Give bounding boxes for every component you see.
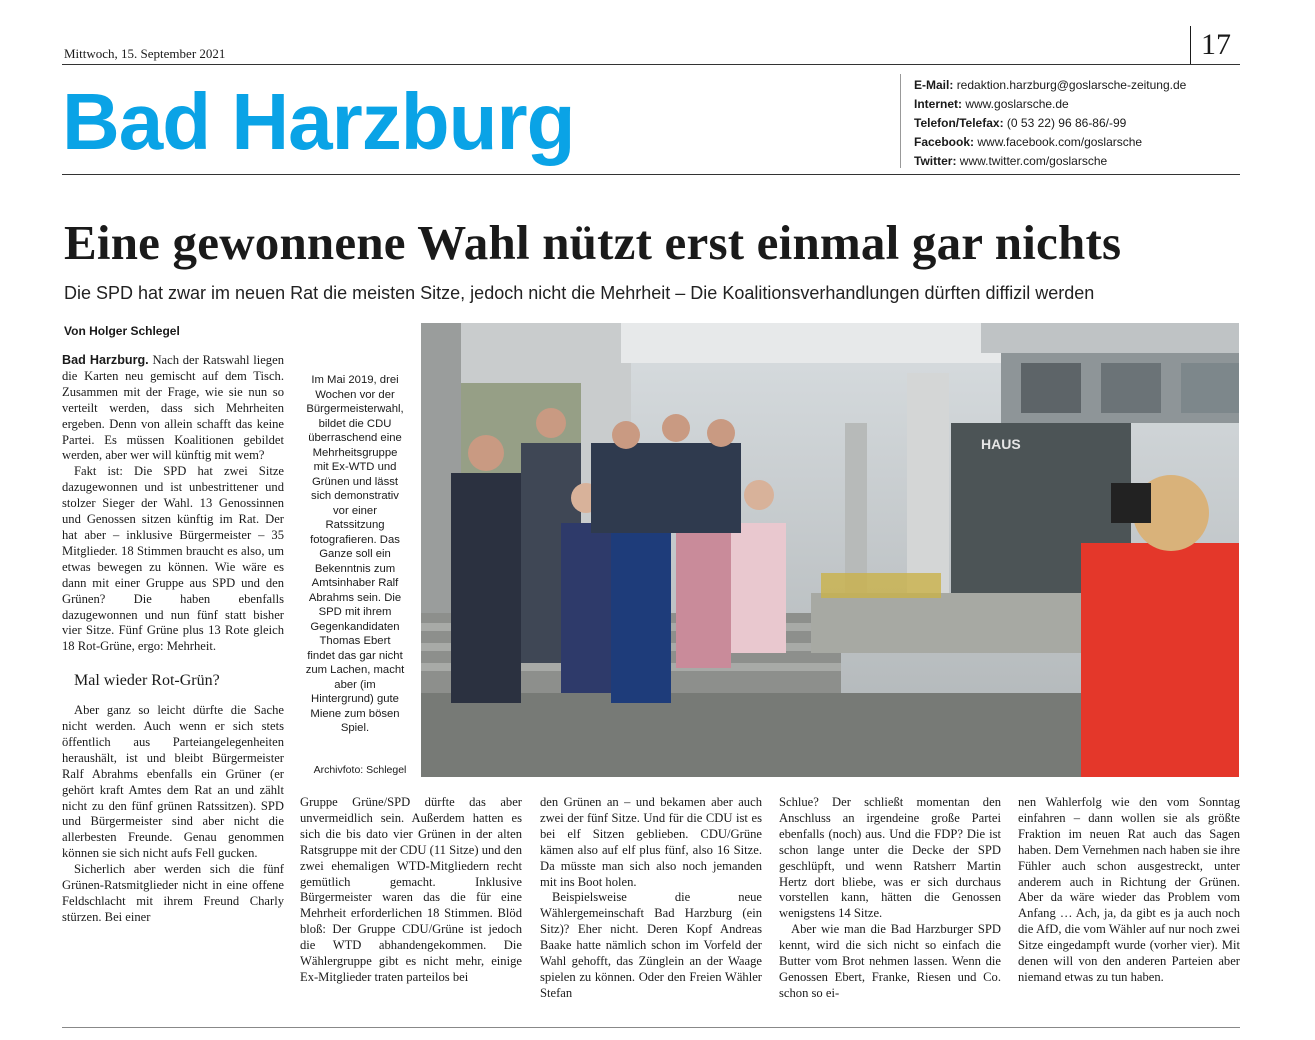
article-subheadline: Die SPD hat zwar im neuen Rat die meisten Sitze, jedoch nicht die Mehrheit – Die Koalitionsverhandlungen dürften diffizil werden [64,283,1095,303]
article-column-5 [1018,795,1240,986]
photo-caption: Im Mai 2019, drei Wochen vor der Bürgermeisterwahl, bildet die CDU überraschend eine Mehrheitsgruppe mit Ex-WTD und Grünen und lässt sich demonstrativ vor einer Ratssitzung fotografieren. Das Ganze soll ein Bekenntnis zum Amtsinhaber Ralf Abrahms sein. Die SPD mit ihrem Gegenkandidaten Thomas Ebert findet das gar nicht zum Lachen, macht aber (im Hintergrund) gute Miene zum bösen Spiel. [305,374,405,734]
contact-block [914,76,1234,171]
section-rule [62,174,1240,175]
contact-divider [900,74,901,168]
footer-rule [62,1027,1240,1028]
paragraph: nen Wahlerfolg wie den vom Sonntag einfahren – dann wollen sie als größte Fraktion im neuen Rat auch das Sagen haben. Dem Vernehmen nach haben sie ihre Fühler auch schon ausgestreckt, unter anderem auch in Richtung der Grünen. Aber da wäre wieder das Problem vom Anfang … Ach, ja, da gibt es ja auch noch die AfD, die vom Wähler auf nur noch zwei Sitze eingedampft wurde (vorher vier). Mit denen will von den anderen Parteien aber niemand etwas zu tun haben. [1018,795,1240,984]
paragraph: Gruppe Grüne/SPD dürfte das aber unvermeidlich sein. Außerdem hatten es sich die bis dato vier Grünen in der alten Ratsgruppe mit der CDU (11 Sitze) und den zwei ehemaligen WTD-Mitgliedern recht gemütlich gemacht. Inklusive Bürgermeister waren das die für eine Mehrheit erforderlichen 18 Stimmen. Blöd bloß: Der Gruppe CDU/Grüne ist jedoch die WTD abhandengekommen. Die Wählergruppe gibt es nicht mehr, einige Ex-Mitglieder traten parteilos bei [300,795,522,984]
paragraph: den Grünen an – und bekamen aber auch zwei der fünf Sitze. Und für die CDU ist es bei elf Sitzen geblieben. CDU/Grüne kämen also auf elf plus fünf, also 16 Sitze. Da müsste man sich also noch jemanden mit ins Boot holen. [540,795,762,889]
contact-facebook: Facebook: www.facebook.com/goslarsche [914,135,1143,149]
article-byline: Von Holger Schlegel [64,324,180,338]
article-column-2 [300,795,522,986]
page-number: 17 [1190,26,1241,64]
article-headline: Eine gewonnene Wahl nützt erst einmal gar nichts [64,215,1122,270]
issue-date: Mittwoch, 15. September 2021 [64,46,226,61]
article-column-4 [779,795,1001,1002]
header-rule [62,64,1240,65]
article-column-3 [540,795,762,1002]
article-photo [421,323,1239,777]
building-sign: HAUS [981,436,1021,452]
contact-phone-value: (0 53 22) 96 86-86/-99 [1006,116,1127,130]
contact-twitter: Twitter: www.twitter.com/goslarsche [914,154,1108,168]
dateline: Bad Harzburg. [62,353,149,367]
group-photo-illustration [421,323,1239,777]
contact-email: E-Mail: redaktion.harzburg@goslarsche-zeitung.de [914,78,1187,92]
paragraph: Aber ganz so leicht dürfte die Sache nicht werden. Auch wenn er sich stets öffentlich aus Parteiangelegenheiten heraushält, ist und bleibt Bürgermeister Ralf Abrahms ebenfalls ein Grüner (er gehört kraft Amtes dem Rat an und zählt nicht zu den fünf grünen Ratssitzen). SPD und Bürgermeister sind aber nicht die allerbesten Freunde. Genau genommen können sie sich nicht aufs Fell gucken. [62,703,284,861]
contact-internet: Internet: www.goslarsche.de [914,97,1069,111]
contact-twitter-value[interactable]: www.twitter.com/goslarsche [959,154,1108,168]
contact-email-value[interactable]: redaktion.harzburg@goslarsche-zeitung.de [956,78,1187,92]
article-subhead: Mal wieder Rot-Grün? [74,672,220,690]
contact-facebook-value[interactable]: www.facebook.com/goslarsche [977,135,1143,149]
paragraph: Beispielsweise die neue Wählergemeinschaft Bad Harzburg (ein Sitz)? Eher nicht. Deren Kopf Andreas Baake hatte nämlich schon im Vorfeld der Wahl gehofft, das Zünglein an der Waage spielen zu können. Oder den Freien Wähler Stefan [540,890,762,1000]
photo-credit: Archivfoto: Schlegel [313,764,407,776]
contact-phone: Telefon/Telefax: (0 53 22) 96 86-86/-99 [914,116,1127,130]
paragraph: Aber wie man die Bad Harzburger SPD kennt, wird die sich nicht so einfach die Butter vom Brot nehmen lassen. Wenn die Genossen Ebert, Franke, Riesen und Co. schon so ei- [779,922,1001,1000]
paragraph: Schlue? Der schließt momentan den Anschluss an irgendeine große Partei ebenfalls (noch) aus. Und die FDP? Die ist schon lange unter die Decke der SPD geschlüpft, und wenn Ratsherr Martin Hertz dort bliebe, was er sich durchaus vorstellen kann, hätten die Genossen wenigstens 14 Sitze. [779,795,1001,921]
section-title: Bad Harzburg [62,77,575,166]
paragraph: Bad Harzburg. Nach der Ratswahl liegen die Karten neu gemischt auf dem Tisch. Zusammen mit der Frage, wie sie nun so verteilt werden, dass sich Mehrheiten ergeben. Denn von allein schafft das keine Partei. Es müssen Koalitionen gebildet werden, aber wer will künftig mit wem? [62,353,284,463]
contact-internet-value[interactable]: www.goslarsche.de [965,97,1069,111]
paragraph: Fakt ist: Die SPD hat zwei Sitze dazugewonnen und ist unbestrittener und stolzer Sieger der Wahl. 13 Genossinnen und Genossen sitzen künftig im Rat. Der hat aber – inklusive Bürgermeister – 35 Mitglieder. 18 Stimmen braucht es also, um etwas bewegen zu können. Wie wäre es dann mit einer Gruppe aus SPD und den Grünen? Die haben ebenfalls dazugewonnen und nun fünf statt bisher vier Sitze. Fünf Grüne plus 13 Rote gleich 18 Rot-Grüne, ergo: Mehrheit. [62,464,284,654]
article-column-1 [62,353,284,926]
paragraph: Sicherlich aber werden sich die fünf Grünen-Ratsmitglieder nicht in eine offene Feldschlacht mit ihrem Freund Charly stürzen. Bei einer [62,862,284,924]
